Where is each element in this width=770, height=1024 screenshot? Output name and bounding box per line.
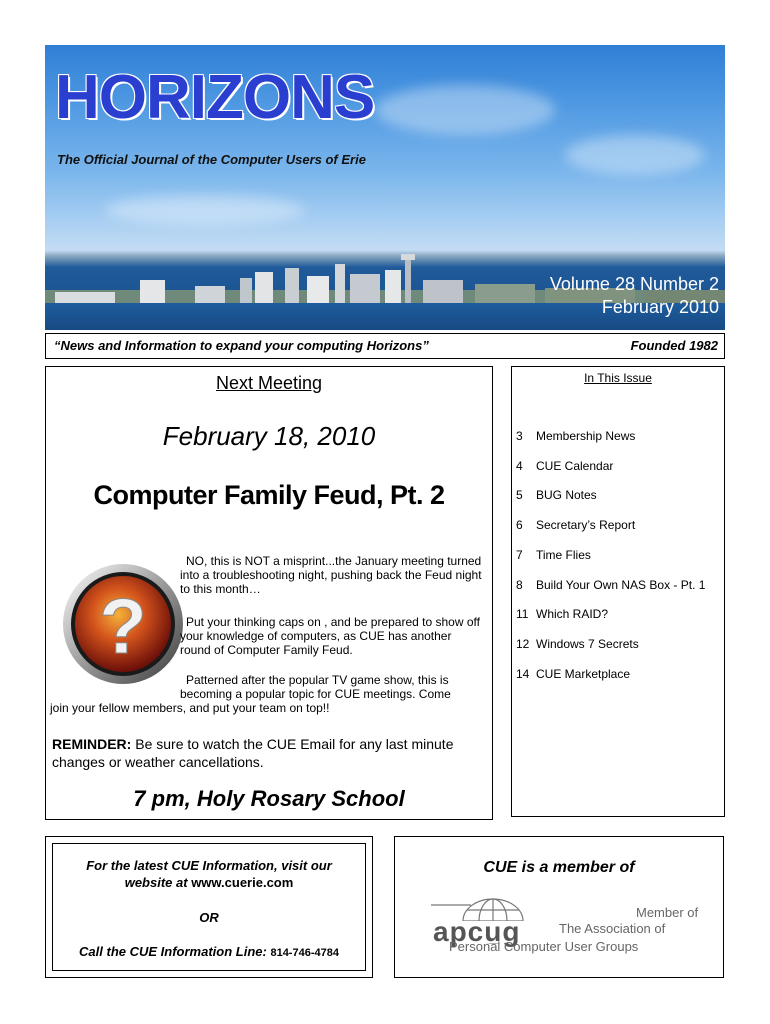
issue-page: 12 bbox=[516, 637, 530, 651]
issue-title: Build Your Own NAS Box - Pt. 1 bbox=[536, 578, 706, 592]
info-or: OR bbox=[199, 910, 219, 925]
info-line-1: For the latest CUE Information, visit our bbox=[86, 858, 332, 873]
logo-line-1: Member of bbox=[636, 905, 699, 920]
volume-info bbox=[550, 273, 719, 319]
journal-subtitle: The Official Journal of the Computer Users of Erie bbox=[57, 152, 366, 167]
issue-item[interactable] bbox=[516, 578, 705, 592]
issue-page: 7 bbox=[516, 548, 523, 562]
in-this-issue-box bbox=[511, 366, 725, 817]
issue-title: Windows 7 Secrets bbox=[536, 637, 639, 651]
info-phone-number: 814-746-4784 bbox=[270, 947, 339, 959]
next-meeting-heading: Next Meeting bbox=[215, 373, 323, 393]
info-line-2 bbox=[53, 875, 365, 890]
issue-title: Which RAID? bbox=[536, 607, 609, 621]
issue-title: Secretary’s Report bbox=[536, 518, 636, 532]
svg-text:?: ? bbox=[99, 582, 147, 670]
meeting-location: 7 pm, Holy Rosary School bbox=[133, 786, 405, 811]
apcug-logo bbox=[431, 893, 715, 973]
issue-page: 11 bbox=[516, 607, 529, 621]
cue-info-inner bbox=[52, 843, 366, 971]
volume-number: Volume 28 Number 2 bbox=[549, 274, 719, 294]
masthead-banner bbox=[45, 45, 725, 330]
info-phone-line bbox=[53, 944, 365, 959]
question-mark-icon bbox=[62, 563, 184, 685]
issue-title: CUE Marketplace bbox=[536, 667, 631, 681]
meeting-paragraph-2: Put your thinking caps on , and be prepared to show off your knowledge of computers, as CUE has another round of Computer Family Feud. bbox=[180, 615, 480, 657]
journal-title: HORIZONS bbox=[55, 63, 375, 132]
issue-page: 6 bbox=[516, 518, 523, 532]
next-meeting-box bbox=[45, 366, 493, 820]
issue-title: CUE Calendar bbox=[536, 459, 614, 473]
issue-item[interactable] bbox=[516, 667, 630, 681]
logo-line-2: The Association of bbox=[559, 921, 666, 936]
meeting-date: February 18, 2010 bbox=[162, 421, 376, 451]
meeting-title: Computer Family Feud, Pt. 2 bbox=[93, 480, 445, 510]
info-phone-label: Call the CUE Information Line: bbox=[79, 944, 267, 959]
issue-date: February 2010 bbox=[601, 297, 719, 317]
tagline-bar bbox=[45, 333, 725, 359]
membership-box bbox=[394, 836, 724, 978]
issue-item[interactable] bbox=[516, 488, 597, 502]
issue-item[interactable] bbox=[516, 607, 608, 621]
member-title: CUE is a member of bbox=[483, 859, 635, 876]
issue-item[interactable] bbox=[516, 429, 635, 443]
tagline-quote: “News and Information to expand your computing Horizons” bbox=[54, 338, 429, 353]
website-link[interactable]: www.cuerie.com bbox=[191, 875, 294, 890]
issue-title: BUG Notes bbox=[536, 488, 597, 502]
issue-item[interactable] bbox=[516, 518, 635, 532]
meeting-paragraph-3b: join your fellow members, and put your team on top!! bbox=[50, 701, 330, 715]
founded-year: Founded 1982 bbox=[630, 338, 718, 353]
issue-item[interactable] bbox=[516, 459, 613, 473]
apcug-wordmark: apcug bbox=[433, 916, 521, 947]
meeting-paragraph-3a: Patterned after the popular TV game show, this is becoming a popular topic for CUE meetings. Come bbox=[180, 673, 451, 701]
info-website-prefix: website at bbox=[124, 875, 188, 890]
meeting-paragraph-1: NO, this is NOT a misprint...the January meeting turned into a troubleshooting night, pushing back the Feud night to this month… bbox=[180, 554, 482, 596]
issue-heading: In This Issue bbox=[584, 371, 652, 385]
issue-page: 14 bbox=[516, 667, 530, 681]
reminder-label: REMINDER: bbox=[52, 736, 132, 752]
reminder-note bbox=[52, 735, 482, 771]
issue-page: 4 bbox=[516, 459, 523, 473]
cue-info-box bbox=[45, 836, 373, 978]
reminder-text: Be sure to watch the CUE Email for any last minute changes or weather cancellations. bbox=[52, 736, 454, 770]
issue-page: 3 bbox=[516, 429, 523, 443]
issue-page: 5 bbox=[516, 488, 523, 502]
issue-title: Membership News bbox=[536, 429, 636, 443]
logo-line-3: Personal Computer User Groups bbox=[449, 939, 639, 954]
issue-page: 8 bbox=[516, 578, 523, 592]
issue-title: Time Flies bbox=[536, 548, 591, 562]
issue-item[interactable] bbox=[516, 548, 591, 562]
issue-item[interactable] bbox=[516, 637, 639, 651]
